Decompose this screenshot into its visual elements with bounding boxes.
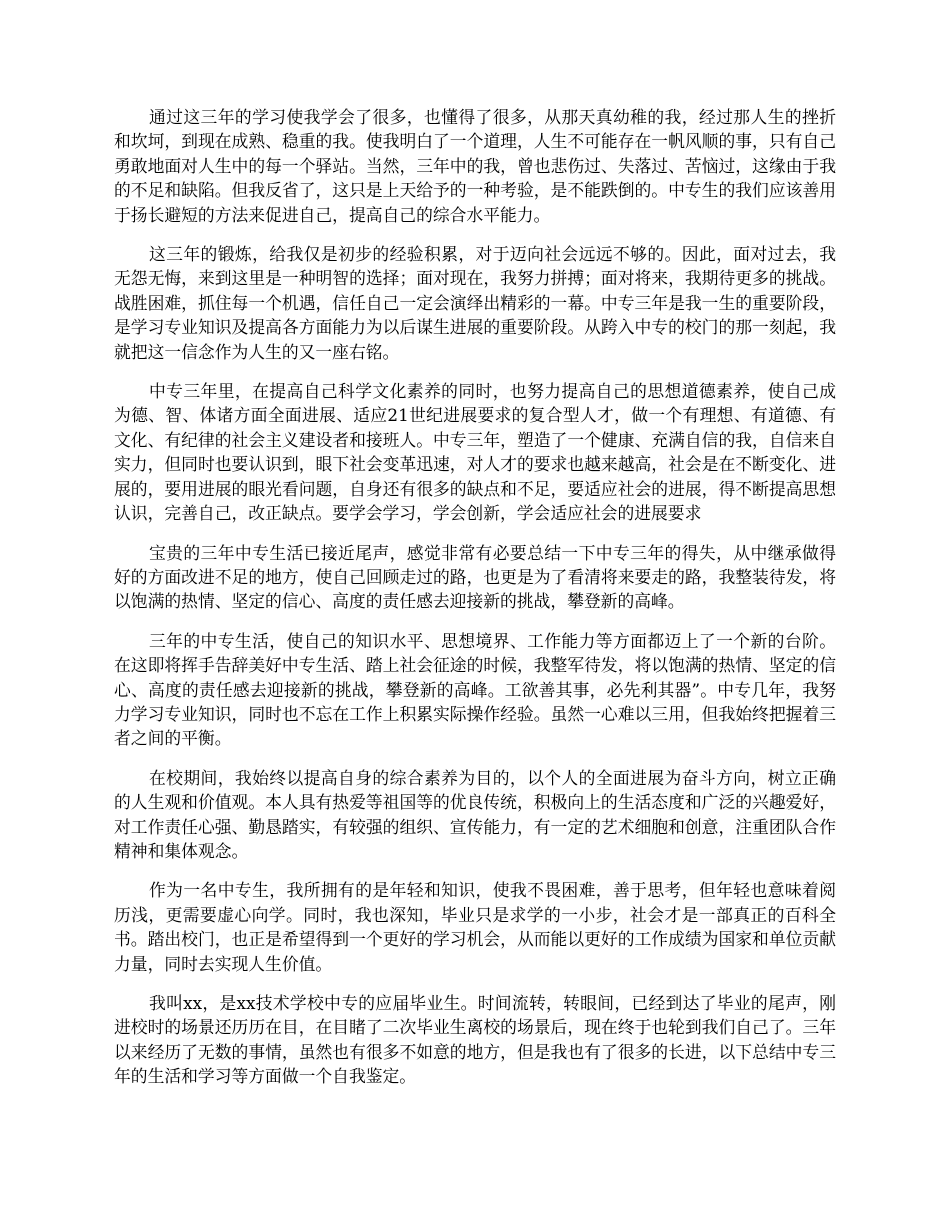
paragraph-1: 通过这三年的学习使我学会了很多，也懂得了很多，从那天真幼稚的我，经过那人生的挫折和坎坷，到现在成熟、稳重的我。使我明白了一个道理，人生不可能存在一帆风顺的事，只有自己勇敢地面对人生中的每一个驿站。当然，三年中的我，曾也悲伤过、失落过、苦恼过，这缘由于我的不足和缺陷。但我反省了，这只是上天给予的一种考验，是不能跌倒的。中专生的我们应该善用于扬长避短的方法来促进自己，提高自己的综合水平能力。 — [114, 107, 836, 225]
paragraph-4: 宝贵的三年中专生活已接近尾声，感觉非常有必要总结一下中专三年的得失，从中继承做得好的方面改进不足的地方，使自己回顾走过的路，也更是为了看清将来要走的路，我整装待发，将以饱满的热情、坚定的信心、高度的责任感去迎接新的挑战，攀登新的高峰。 — [114, 542, 836, 612]
paragraph-6: 在校期间，我始终以提高自身的综合素养为目的，以个人的全面进展为奋斗方向，树立正确的人生观和价值观。本人具有热爱等祖国等的优良传统，积极向上的生活态度和广泛的兴趣爱好，对工作责任心强、勤恳踏实，有较强的组织、宣传能力，有一定的艺术细胞和创意，注重团队合作精神和集体观念。 — [114, 767, 836, 861]
paragraph-8: 我叫xx，是xx技术学校中专的应届毕业生。时间流转，转眼间，已经到达了毕业的尾声，刚进校时的场景还历历在目，在目睹了二次毕业生离校的场景后，现在终于也轮到我们自己了。三年以来经历了无数的事情，虽然也有很多不如意的地方，但是我也有了很多的长进，以下总结中专三年的生活和学习等方面做一个自我鉴定。 — [114, 993, 836, 1087]
paragraph-7: 作为一名中专生，我所拥有的是年轻和知识，使我不畏困难，善于思考，但年轻也意味着阅历浅，更需要虚心向学。同时，我也深知，毕业只是求学的一小步，社会才是一部真正的百科全书。踏出校门，也正是希望得到一个更好的学习机会，从而能以更好的工作成绩为国家和单位贡献力量，同时去实现人生价值。 — [114, 880, 836, 974]
paragraph-3: 中专三年里，在提高自己科学文化素养的同时，也努力提高自己的思想道德素养，使自己成为德、智、体诸方面全面进展、适应21世纪进展要求的复合型人才，做一个有理想、有道德、有文化、有纪律的社会主义建设者和接班人。中专三年，塑造了一个健康、充满自信的我，自信来自实力，但同时也要认识到，眼下社会变革迅速，对人才的要求也越来越高，社会是在不断变化、进展的，要用进展的眼光看问题，自身还有很多的缺点和不足，要适应社会的进展，得不断提高思想认识，完善自己，改正缺点。要学会学习，学会创新，学会适应社会的进展要求 — [114, 381, 836, 524]
document-body — [114, 105, 836, 1104]
paragraph-2: 这三年的锻炼，给我仅是初步的经验积累，对于迈向社会远远不够的。因此，面对过去，我无怨无悔，来到这里是一种明智的选择；面对现在，我努力拼搏；面对将来，我期待更多的挑战。战胜困难，抓住每一个机遇，信任自己一定会演绎出精彩的一幕。中专三年是我一生的重要阶段，是学习专业知识及提高各方面能力为以后谋生进展的重要阶段。从跨入中专的校门的那一刻起，我就把这一信念作为人生的又一座右铭。 — [114, 244, 836, 362]
paragraph-5: 三年的中专生活，使自己的知识水平、思想境界、工作能力等方面都迈上了一个新的台阶。在这即将挥手告辞美好中专生活、踏上社会征途的时候，我整军待发，将以饱满的热情、坚定的信心、高度的责任感去迎接新的挑战，攀登新的高峰。工欲善其事，必先利其器”。中专几年，我努力学习专业知识，同时也不忘在工作上积累实际操作经验。虽然一心难以三用，但我始终把握着三者之间的平衡。 — [114, 630, 836, 749]
